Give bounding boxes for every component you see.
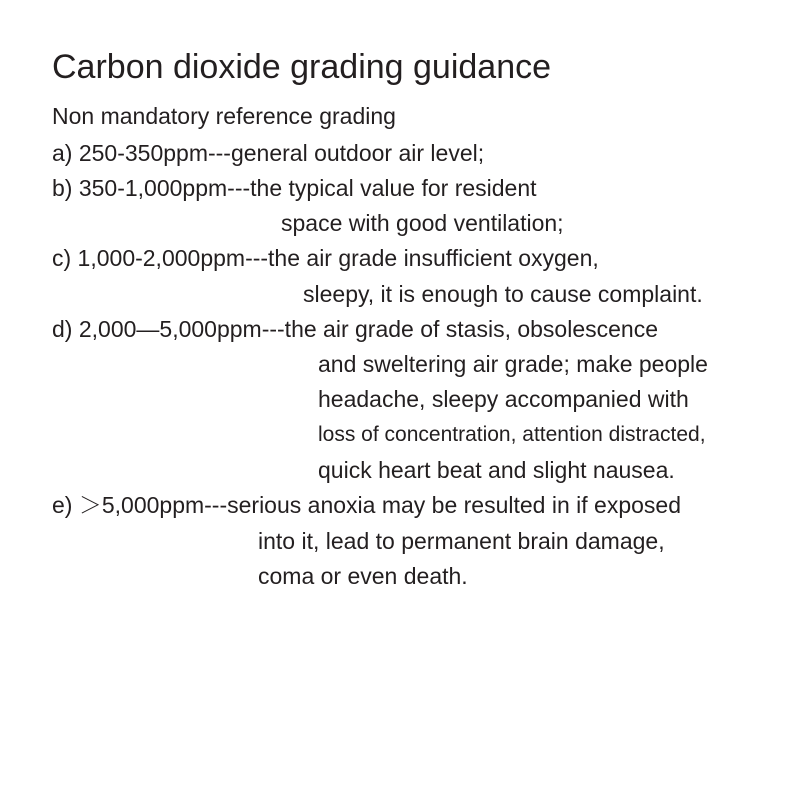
grade-a-line-1: a) 250-350ppm---general outdoor air level; bbox=[52, 140, 485, 166]
subtitle: Non mandatory reference grading bbox=[52, 103, 396, 129]
grade-e-line-3: coma or even death. bbox=[258, 563, 468, 589]
grade-d-line-5: quick heart beat and slight nausea. bbox=[318, 457, 675, 483]
page-title: Carbon dioxide grading guidance bbox=[52, 48, 552, 86]
grade-b-line-2: space with good ventilation; bbox=[281, 210, 564, 236]
grade-c-line-2: sleepy, it is enough to cause complaint. bbox=[303, 281, 703, 307]
grade-d-line-3: headache, sleepy accompanied with bbox=[318, 386, 689, 412]
grade-c-line-1: c) 1,000-2,000ppm---the air grade insufficient oxygen, bbox=[52, 245, 599, 271]
grade-d-line-4: loss of concentration, attention distracted, bbox=[318, 423, 706, 446]
grade-b-line-1: b) 350-1,000ppm---the typical value for resident bbox=[52, 175, 537, 201]
grade-d-line-2: and sweltering air grade; make people bbox=[318, 351, 708, 377]
grade-d-line-1: d) 2,000—5,000ppm---the air grade of stasis, obsolescence bbox=[52, 316, 658, 342]
grade-e-line-2: into it, lead to permanent brain damage, bbox=[258, 528, 665, 554]
grade-e-line-1: e) ＞5,000ppm---serious anoxia may be resulted in if exposed bbox=[52, 492, 681, 518]
